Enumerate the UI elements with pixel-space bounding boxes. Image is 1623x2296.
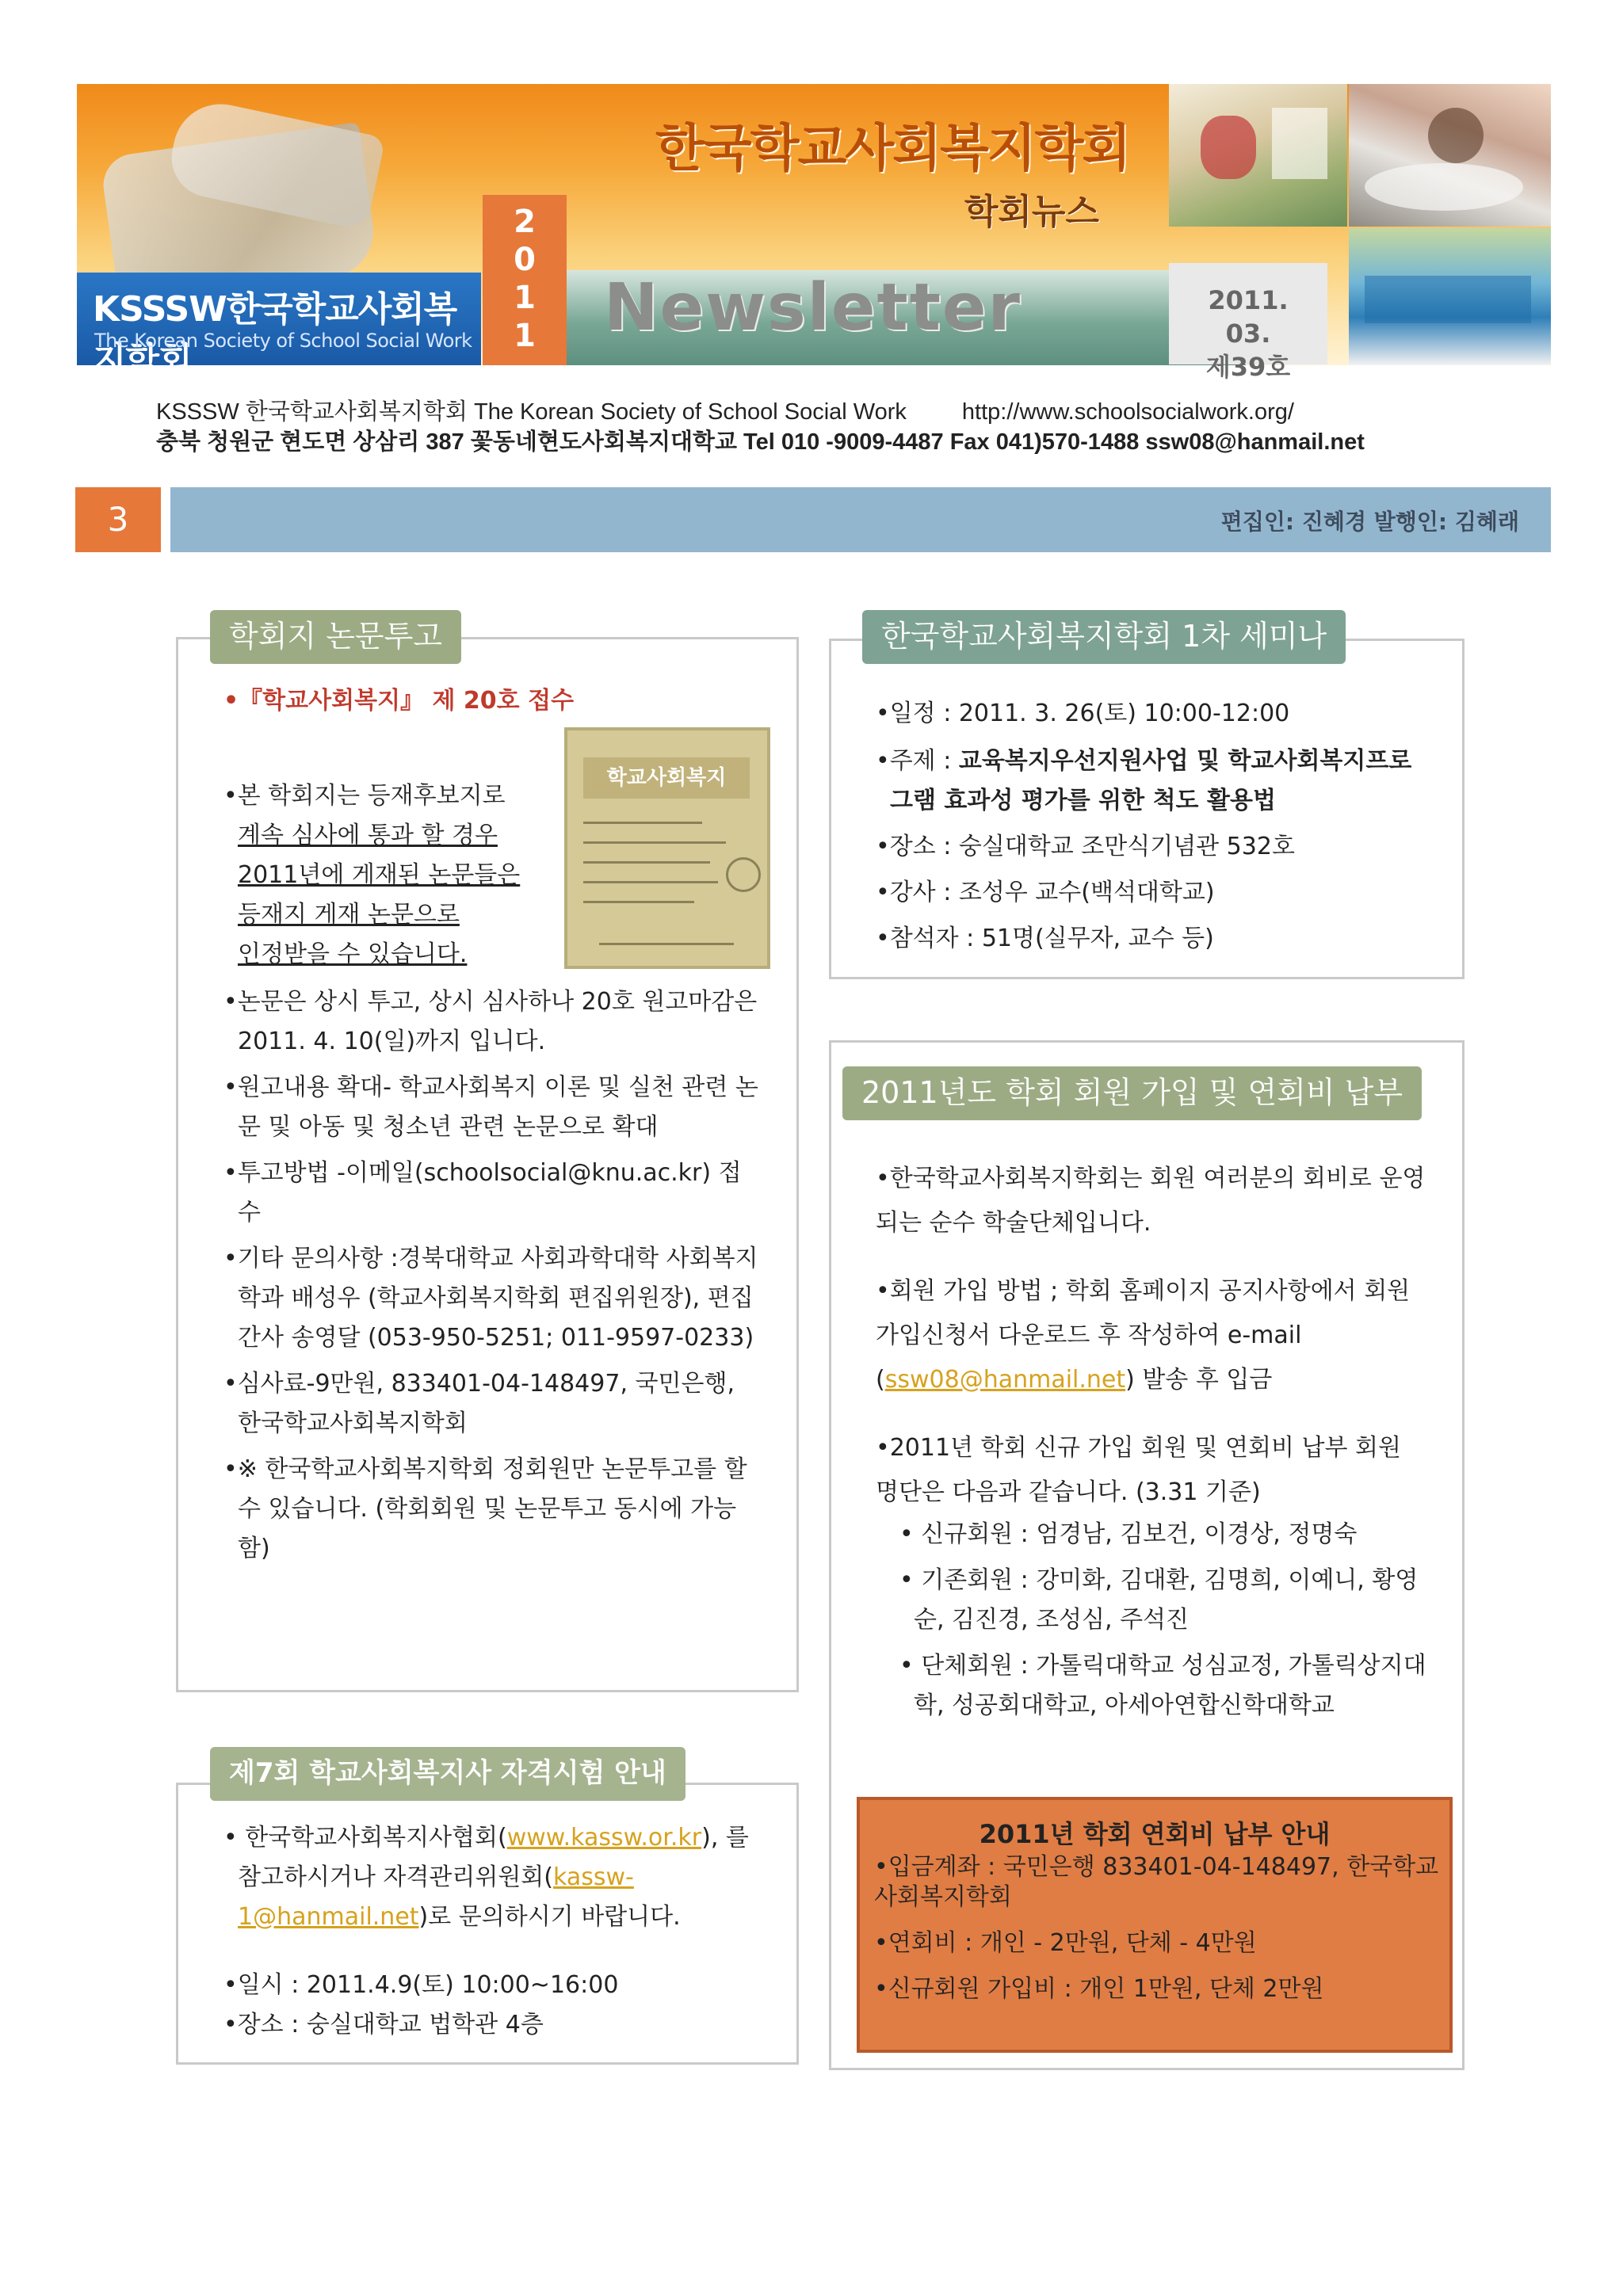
membership-section-title: 2011년도 학회 회원 가입 및 연회비 납부: [842, 1066, 1422, 1120]
exam-section-title: 제7회 학교사회복지사 자격시험 안내: [210, 1747, 685, 1801]
new-members: • 신규회원 : 엄경남, 김보건, 이경상, 정명숙: [899, 1520, 1358, 1548]
society-title: 한국학교사회복지학회: [655, 119, 1130, 178]
issue-date-box: [1169, 263, 1327, 382]
membership-email-link[interactable]: ssw08@hanmail.net: [884, 1366, 1126, 1394]
org-name: KSSSW 한국학교사회복지학회 The Korean Society of School Social Work: [156, 399, 907, 425]
journal-p7: •※ 한국학교사회복지학회 정회원만 논문투고를 할 수 있습니다. (학회회원 및 논문투고 동시에 가능함): [223, 1455, 747, 1562]
existing-members: • 기존회원 : 강미화, 김대환, 김명희, 이예니, 황영순, 김진경, 조성심, 주석진: [899, 1566, 1419, 1634]
kassw-website-link[interactable]: www.kassw.or.kr: [506, 1824, 702, 1852]
journal-headline: •『학교사회복지』 제 20호 접수: [223, 687, 575, 715]
journal-p1: •본 학회지는 등재후보지로 계속 심사에 통과 할 경우 2011년에 게재된 논문들은 등재지 게재 논문으로 인정받을 수 있습니다.: [223, 782, 521, 968]
page-bar: [170, 487, 1551, 552]
year-vertical: [483, 195, 567, 365]
newsletter-wordmark: Newsletter: [604, 270, 1022, 345]
fee-account: •입금계좌 : 국민은행 833401-04-148497, 한국학교사회복지학회: [874, 1853, 1439, 1911]
journal-p2: •논문은 상시 투고, 상시 심사하나 20호 원고마감은 2011. 4. 10(일)까지 입니다.: [223, 988, 758, 1055]
fee-notice-box: [857, 1797, 1453, 2053]
photo-children-drawing: [1169, 84, 1347, 227]
exam-date: •일시 : 2011.4.9(토) 10:00~16:00: [223, 1971, 619, 1999]
address-line: 충북 청원군 현도면 상삼리 387 꽃동네현도사회복지대학교 Tel 010 -9009-4487 Fax 041)570-1488 ssw08@hanmail.net: [156, 429, 1365, 455]
issue-number: 제39호: [1205, 352, 1291, 382]
journal-p6: •심사료-9만원, 833401-04-148497, 국민은행, 한국학교사회복지학회: [223, 1370, 735, 1437]
org-info-line: [156, 394, 1294, 426]
logo-main-text: KSSSW한국학교사회복지학회: [93, 289, 457, 380]
page-number: 3: [75, 487, 161, 552]
seminar-topic: •주제 : 교육복지우선지원사업 및 학교사회복지프로그램 효과성 평가를 위한 척도 활용법: [876, 747, 1412, 814]
journal-cover-image: [564, 727, 770, 969]
journal-p4: •투고방법 -이메일(schoolsocial@knu.ac.kr) 접수: [223, 1159, 742, 1226]
issue-date: 2011. 03.: [1208, 285, 1289, 349]
fee-new-member: •신규회원 가입비 : 개인 1만원, 단체 2만원: [874, 1975, 1324, 2003]
news-subtitle: 학회뉴스: [964, 192, 1100, 232]
seminar-place: •장소 : 숭실대학교 조만식기념관 532호: [876, 833, 1295, 860]
exam-p1: • 한국학교사회복지사협회(www.kassw.or.kr), 를 참고하시거나 자격관리위원회(kassw-1@hanmail.net)로 문의하시기 바랍니다.: [223, 1824, 749, 1931]
year-digit: 2: [514, 204, 536, 240]
editor-publisher: 편집인: 진혜경 발행인: 김혜래: [1220, 509, 1519, 535]
membership-p2: •회원 가입 방법 ; 학회 홈페이지 공지사항에서 회원가입신청서 다운로드 후 작성하여 e-mail (ssw08@hanmail.net) 발송 후 입금: [876, 1277, 1411, 1394]
journal-section-title: 학회지 논문투고: [210, 610, 461, 664]
seminar-section-title: 한국학교사회복지학회 1차 세미나: [862, 610, 1346, 664]
journal-p5: •기타 문의사항 :경북대학교 사회과학대학 사회복지학과 배성우 (학교사회복지학회 편집위원장), 편집간사 송영달 (053-950-5251; 011-9597-0233): [223, 1245, 758, 1352]
fee-notice-title: 2011년 학회 연회비 납부 안내: [979, 1819, 1331, 1849]
seminar-date: •일정 : 2011. 3. 26(토) 10:00-12:00: [876, 700, 1290, 727]
membership-p1: •한국학교사회복지학회는 회원 여러분의 회비로 운영되는 순수 학술단체입니다.: [876, 1165, 1426, 1237]
year-digit: 1: [514, 280, 536, 316]
website-link[interactable]: http://www.schoolsocialwork.org/: [961, 399, 1294, 425]
photo-group-banner: [1349, 228, 1551, 365]
header-banner: [77, 84, 1551, 382]
journal-cover-title: 학교사회복지: [583, 757, 750, 799]
seminar-speaker: •강사 : 조성우 교수(백석대학교): [876, 879, 1215, 906]
year-digit: 0: [514, 242, 536, 278]
group-members: • 단체회원 : 가톨릭대학교 성심교정, 가톨릭상지대학, 성공회대학교, 아세아연합신학대학교: [899, 1652, 1426, 1719]
seminar-attendees: •참석자 : 51명(실무자, 교수 등): [876, 925, 1214, 952]
photo-meeting: [1349, 84, 1551, 227]
exam-place: •장소 : 숭실대학교 법학관 4층: [223, 2011, 544, 2039]
logo-sub-text: The Korean Society of School Social Work: [94, 330, 472, 352]
membership-p3: •2011년 학회 신규 가입 회원 및 연회비 납부 회원 명단은 다음과 같습니다. (3.31 기준): [876, 1434, 1401, 1506]
ksssw-logo: [77, 273, 481, 380]
year-digit: 1: [514, 318, 536, 354]
fee-annual: •연회비 : 개인 - 2만원, 단체 - 4만원: [874, 1929, 1257, 1957]
journal-p3: •원고내용 확대- 학교사회복지 이론 및 실천 관련 논문 및 아동 및 청소년 관련 논문으로 확대: [223, 1074, 758, 1141]
kassw-email-link[interactable]: kassw-1@hanmail.net: [238, 1863, 634, 1931]
